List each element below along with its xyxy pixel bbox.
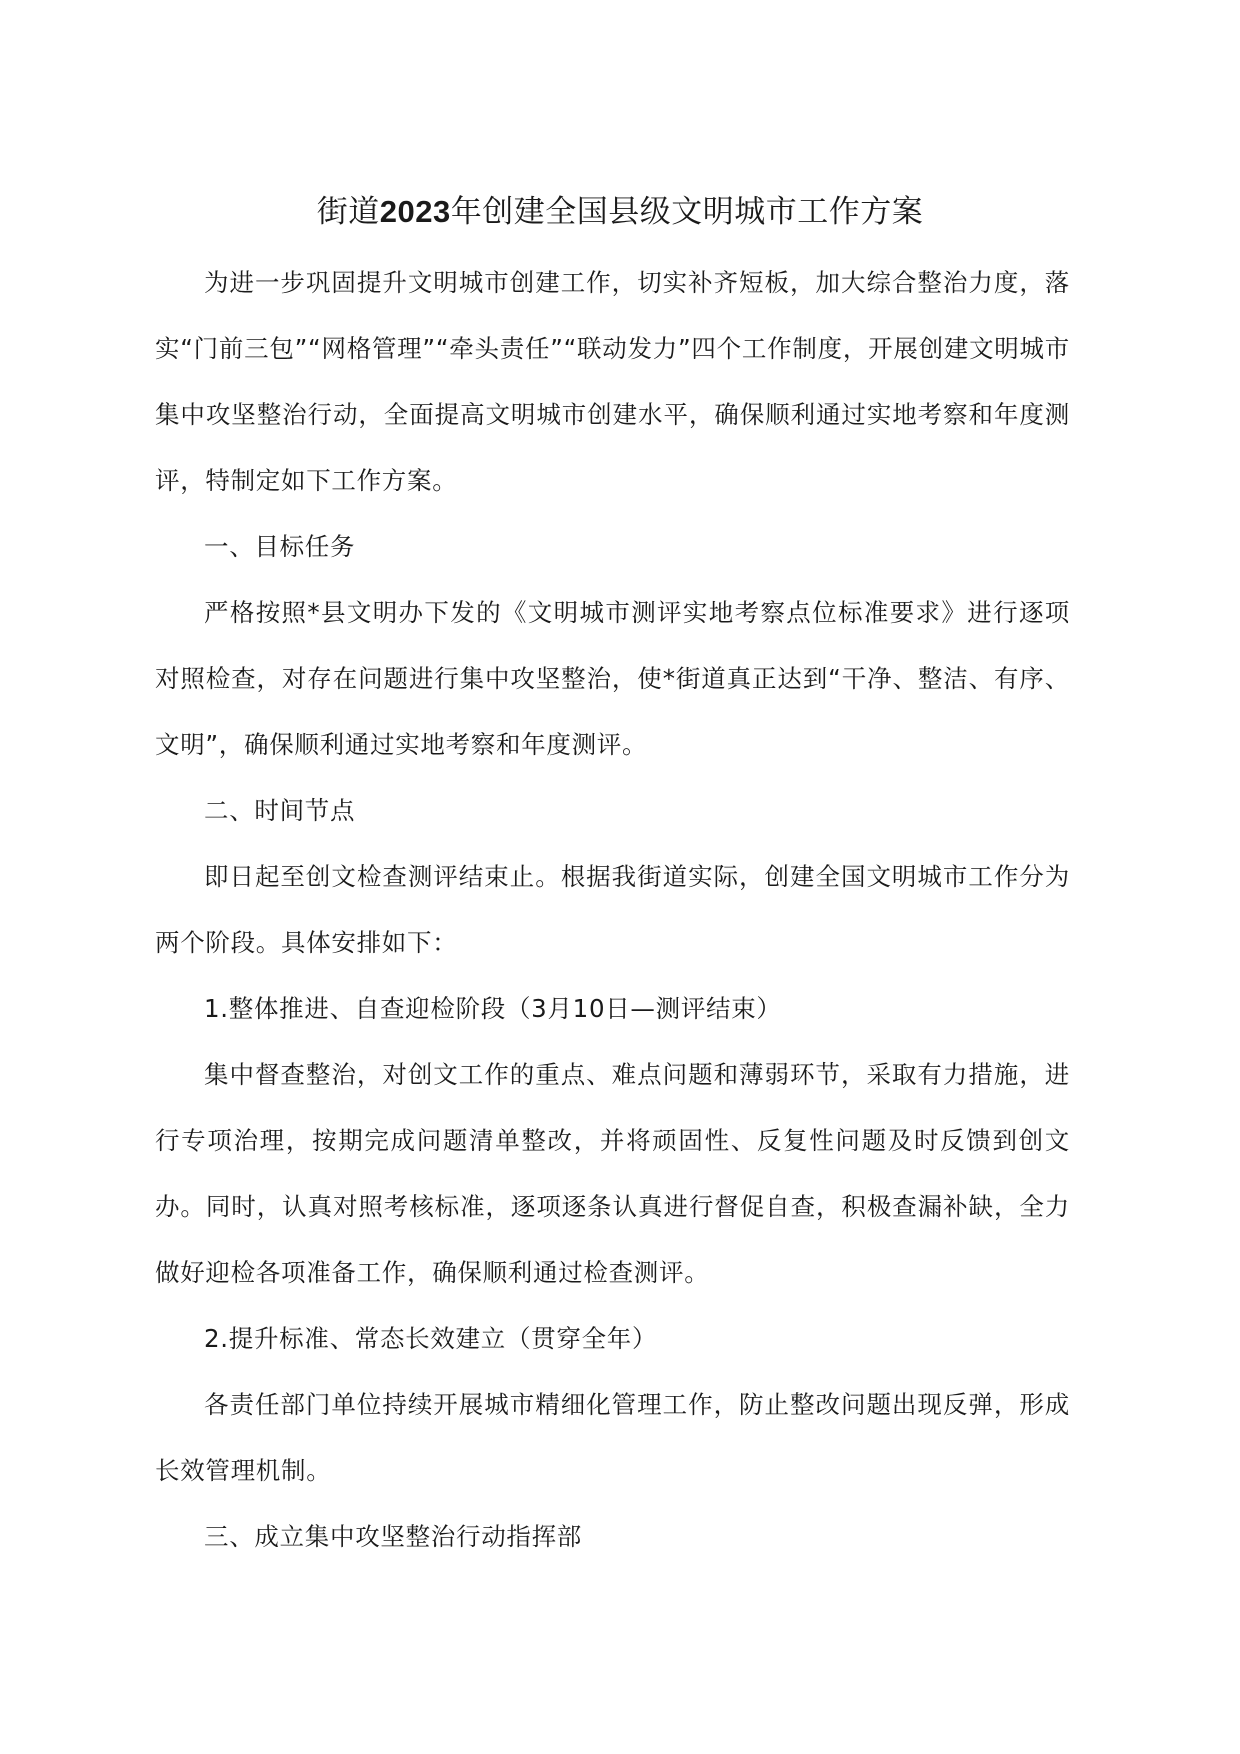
- title-year: 2023: [379, 194, 451, 229]
- paragraph-goals: 严格按照*县文明办下发的《文明城市测评实地考察点位标准要求》进行逐项对照检查，对存在问题进行集中攻坚整治，使*街道真正达到“干净、整洁、有序、文明”，确保顺利通过实地考察和年度测评。: [155, 598, 1070, 759]
- title-suffix: 年创建全国县级文明城市工作方案: [450, 194, 924, 230]
- paragraph-timeline: 即日起至创文检查测评结束止。根据我街道实际，创建全国文明城市工作分为两个阶段。具体安排如下：: [155, 862, 1070, 957]
- section-heading-timeline: 二、时间节点: [204, 796, 356, 825]
- subheading-stage-2: 2.提升标准、常态长效建立（贯穿全年）: [204, 1324, 658, 1353]
- section-heading-goals: 一、目标任务: [204, 532, 356, 561]
- paragraph-stage-1: 集中督查整治，对创文工作的重点、难点问题和薄弱环节，采取有力措施，进行专项治理，按期完成问题清单整改，并将顽固性、反复性问题及时反馈到创文办。同时，认真对照考核标准，逐项逐条认真进行督促自查，积极查漏补缺，全力做好迎检各项准备工作，确保顺利通过检查测评。: [155, 1060, 1070, 1287]
- document-body: [155, 250, 1070, 1570]
- section-heading-command: 三、成立集中攻坚整治行动指挥部: [204, 1522, 582, 1551]
- paragraph-intro: 为进一步巩固提升文明城市创建工作，切实补齐短板，加大综合整治力度，落实“门前三包”“网格管理”“牵头责任”“联动发力”四个工作制度，开展创建文明城市集中攻坚整治行动，全面提高文明城市创建水平，确保顺利通过实地考察和年度测评，特制定如下工作方案。: [155, 268, 1070, 495]
- subheading-stage-1: 1.整体推进、自查迎检阶段（3月10日—测评结束）: [204, 994, 782, 1023]
- document-title: [0, 190, 1240, 234]
- title-prefix: 街道: [316, 194, 380, 230]
- paragraph-stage-2: 各责任部门单位持续开展城市精细化管理工作，防止整改问题出现反弹，形成长效管理机制。: [155, 1390, 1070, 1485]
